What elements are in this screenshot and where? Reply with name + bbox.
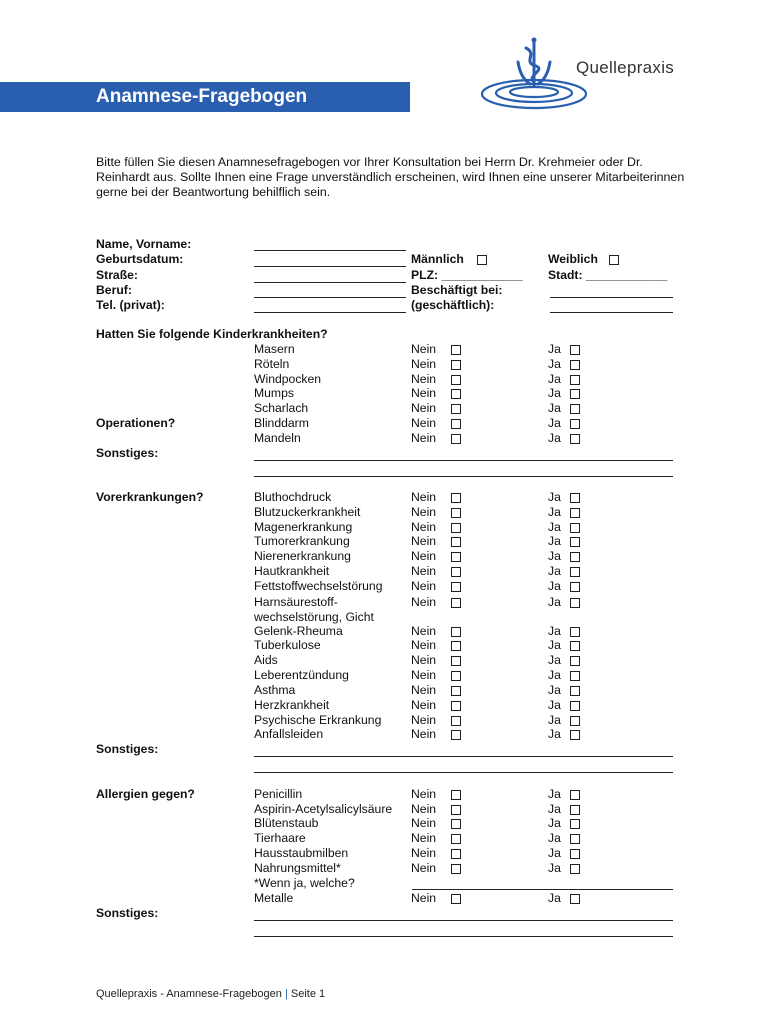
allergy-yes-checkbox[interactable] (570, 849, 580, 859)
childhood-no-label: Nein (411, 357, 437, 371)
footer-page-number: Seite 1 (290, 988, 326, 1000)
employer-label: Beschäftigt bei: (411, 283, 503, 297)
footer-title: Quellepraxis - Anamnese-Fragebogen (96, 988, 282, 1000)
allergy-yes-label: Ja (548, 861, 561, 875)
preexisting-other-line-2[interactable] (254, 772, 673, 773)
male-label: Männlich (411, 252, 464, 266)
allergy-no-label: Nein (411, 831, 437, 845)
allergy-item-label: Blütenstaub (254, 816, 319, 830)
childhood-item-label: Masern (254, 342, 295, 356)
preexisting-item-label: Fettstoffwechselstörung (254, 579, 383, 593)
allergy-no-label: Nein (411, 891, 437, 905)
allergy-yes-checkbox[interactable] (570, 819, 580, 829)
childhood-yes-label: Ja (548, 372, 561, 386)
preexisting-no-checkbox[interactable] (451, 641, 461, 651)
childhood-other-line-1[interactable] (254, 460, 673, 461)
childhood-yes-checkbox[interactable] (570, 345, 580, 355)
allergy-no-checkbox[interactable] (451, 805, 461, 815)
childhood-item-label: Mumps (254, 386, 294, 400)
childhood-item-label: Mandeln (254, 431, 301, 445)
preexisting-yes-checkbox[interactable] (570, 627, 580, 637)
allergies-other-line-2[interactable] (254, 936, 673, 937)
allergy-yes-checkbox[interactable] (570, 790, 580, 800)
preexisting-item-label: Psychische Erkrankung (254, 713, 382, 727)
tel-business-label: (geschäftlich): (411, 298, 495, 312)
preexisting-no-label: Nein (411, 505, 437, 519)
allergy-no-label: Nein (411, 802, 437, 816)
allergy-yes-label: Ja (548, 846, 561, 860)
preexisting-item-label: Aids (254, 653, 278, 667)
preexisting-yes-checkbox[interactable] (570, 701, 580, 711)
allergy-yes-label: Ja (548, 816, 561, 830)
allergy-no-checkbox[interactable] (451, 894, 461, 904)
operations-label: Operationen? (96, 416, 176, 430)
preexisting-no-label: Nein (411, 713, 437, 727)
preexisting-yes-label: Ja (548, 624, 561, 638)
childhood-yes-checkbox[interactable] (570, 419, 580, 429)
preexisting-item-label: Leberentzündung (254, 668, 349, 682)
preexisting-yes-label: Ja (548, 579, 561, 593)
preexisting-other-line-1[interactable] (254, 756, 673, 757)
allergies-other-line-1[interactable] (254, 920, 673, 921)
title-banner (0, 82, 410, 112)
preexisting-no-checkbox[interactable] (451, 508, 461, 518)
street-input-line[interactable] (254, 282, 406, 283)
allergy-no-checkbox[interactable] (451, 819, 461, 829)
preexisting-item-label: Magenerkrankung (254, 520, 353, 534)
preexisting-no-checkbox[interactable] (451, 552, 461, 562)
preexisting-no-label: Nein (411, 624, 437, 638)
preexisting-no-label: Nein (411, 668, 437, 682)
female-checkbox[interactable] (609, 255, 619, 265)
childhood-no-label: Nein (411, 416, 437, 430)
preexisting-no-label: Nein (411, 727, 437, 741)
allergies-other-label: Sonstiges: (96, 906, 159, 920)
preexisting-yes-checkbox[interactable] (570, 493, 580, 503)
preexisting-yes-checkbox[interactable] (570, 656, 580, 666)
male-checkbox[interactable] (477, 255, 487, 265)
preexisting-yes-label: Ja (548, 668, 561, 682)
childhood-item-label: Scharlach (254, 401, 309, 415)
allergy-no-label: Nein (411, 787, 437, 801)
preexisting-yes-label: Ja (548, 549, 561, 563)
preexisting-yes-label: Ja (548, 653, 561, 667)
footer-separator: | (284, 988, 288, 1000)
preexisting-yes-label: Ja (548, 505, 561, 519)
childhood-yes-label: Ja (548, 357, 561, 371)
allergy-no-checkbox[interactable] (451, 834, 461, 844)
preexisting-yes-checkbox[interactable] (570, 641, 580, 651)
childhood-no-checkbox[interactable] (451, 389, 461, 399)
preexisting-item-label: Harnsäurestoff- (254, 595, 338, 609)
tel-private-label: Tel. (privat): (96, 298, 165, 312)
preexisting-item-label: Asthma (254, 683, 296, 697)
preexisting-yes-checkbox[interactable] (570, 508, 580, 518)
childhood-item-label: Blinddarm (254, 416, 309, 430)
preexisting-item-label: Nierenerkrankung (254, 549, 351, 563)
allergy-item-label: Tierhaare (254, 831, 306, 845)
childhood-yes-checkbox[interactable] (570, 404, 580, 414)
name-label: Name, Vorname: (96, 237, 192, 251)
allergy-yes-checkbox[interactable] (570, 864, 580, 874)
allergy-no-checkbox[interactable] (451, 849, 461, 859)
logo-wordmark: Quellepraxis (576, 58, 675, 77)
preexisting-yes-label: Ja (548, 564, 561, 578)
allergy-item-label: Nahrungsmittel* (254, 861, 341, 875)
preexisting-no-label: Nein (411, 683, 437, 697)
allergy-item-label: Aspirin-Acetylsalicylsäure (254, 802, 393, 816)
preexisting-yes-checkbox[interactable] (570, 537, 580, 547)
preexisting-yes-checkbox[interactable] (570, 567, 580, 577)
childhood-yes-label: Ja (548, 416, 561, 430)
preexisting-no-checkbox[interactable] (451, 598, 461, 608)
preexisting-no-label: Nein (411, 490, 437, 504)
childhood-other-label: Sonstiges: (96, 446, 159, 460)
preexisting-yes-checkbox[interactable] (570, 686, 580, 696)
childhood-yes-checkbox[interactable] (570, 389, 580, 399)
allergy-yes-label: Ja (548, 802, 561, 816)
preexisting-item-label: Gelenk-Rheuma (254, 624, 343, 638)
preexisting-no-checkbox[interactable] (451, 686, 461, 696)
preexisting-no-checkbox[interactable] (451, 627, 461, 637)
preexisting-no-label: Nein (411, 579, 437, 593)
allergy-item-label: Metalle (254, 891, 294, 905)
tel-private-input-line[interactable] (254, 312, 406, 313)
preexisting-no-label: Nein (411, 595, 437, 609)
childhood-yes-label: Ja (548, 342, 561, 356)
food-allergy-note: *Wenn ja, welche? (254, 876, 355, 890)
preexisting-yes-label: Ja (548, 638, 561, 652)
preexisting-yes-checkbox[interactable] (570, 730, 580, 740)
preexisting-no-checkbox[interactable] (451, 523, 461, 533)
childhood-no-label: Nein (411, 372, 437, 386)
preexisting-yes-label: Ja (548, 520, 561, 534)
city-label: Stadt: ____________ (548, 268, 668, 282)
childhood-item-label: Röteln (254, 357, 290, 371)
preexisting-no-label: Nein (411, 653, 437, 667)
childhood-item-label: Windpocken (254, 372, 322, 386)
preexisting-yes-checkbox[interactable] (570, 716, 580, 726)
allergy-item-label: Penicillin (254, 787, 303, 801)
allergy-no-checkbox[interactable] (451, 790, 461, 800)
preexisting-no-checkbox[interactable] (451, 656, 461, 666)
childhood-yes-label: Ja (548, 431, 561, 445)
childhood-no-label: Nein (411, 386, 437, 400)
childhood-no-label: Nein (411, 401, 437, 415)
preexisting-continuation: wechselstörung, Gicht (254, 610, 374, 624)
preexisting-item-label: Herzkrankheit (254, 698, 330, 712)
preexisting-yes-label: Ja (548, 698, 561, 712)
preexisting-item-label: Tumorerkrankung (254, 534, 350, 548)
preexisting-no-label: Nein (411, 534, 437, 548)
preexisting-yes-label: Ja (548, 595, 561, 609)
childhood-yes-checkbox[interactable] (570, 375, 580, 385)
childhood-no-checkbox[interactable] (451, 404, 461, 414)
preexisting-item-label: Bluthochdruck (254, 490, 332, 504)
childhood-yes-label: Ja (548, 386, 561, 400)
preexisting-yes-checkbox[interactable] (570, 582, 580, 592)
preexisting-no-checkbox[interactable] (451, 701, 461, 711)
preexisting-no-label: Nein (411, 698, 437, 712)
allergy-no-label: Nein (411, 861, 437, 875)
allergy-no-label: Nein (411, 816, 437, 830)
preexisting-item-label: Hautkrankheit (254, 564, 330, 578)
childhood-other-line-2[interactable] (254, 476, 673, 477)
preexisting-no-checkbox[interactable] (451, 537, 461, 547)
preexisting-no-label: Nein (411, 564, 437, 578)
preexisting-no-checkbox[interactable] (451, 716, 461, 726)
preexisting-other-label: Sonstiges: (96, 742, 159, 756)
childhood-yes-checkbox[interactable] (570, 360, 580, 370)
preexisting-no-label: Nein (411, 549, 437, 563)
allergy-yes-label: Ja (548, 891, 561, 905)
preexisting-no-checkbox[interactable] (451, 567, 461, 577)
preexisting-item-label: Anfallsleiden (254, 727, 324, 741)
childhood-no-checkbox[interactable] (451, 375, 461, 385)
allergy-yes-checkbox[interactable] (570, 834, 580, 844)
allergy-yes-label: Ja (548, 831, 561, 845)
preexisting-yes-label: Ja (548, 727, 561, 741)
preexisting-yes-checkbox[interactable] (570, 523, 580, 533)
preexisting-yes-label: Ja (548, 713, 561, 727)
page-footer (96, 988, 325, 1000)
preexisting-no-checkbox[interactable] (451, 582, 461, 592)
allergy-item-label: Hausstaubmilben (254, 846, 349, 860)
allergies-label: Allergien gegen? (96, 787, 195, 801)
allergy-no-label: Nein (411, 846, 437, 860)
job-input-line[interactable] (254, 297, 406, 298)
preexisting-no-checkbox[interactable] (451, 730, 461, 740)
childhood-no-checkbox[interactable] (451, 419, 461, 429)
preexisting-yes-checkbox[interactable] (570, 671, 580, 681)
childhood-no-checkbox[interactable] (451, 345, 461, 355)
preexisting-no-label: Nein (411, 638, 437, 652)
female-label: Weiblich (548, 252, 598, 266)
childhood-yes-checkbox[interactable] (570, 434, 580, 444)
preexisting-item-label: Tuberkulose (254, 638, 321, 652)
childhood-no-label: Nein (411, 431, 437, 445)
preexisting-label: Vorerkrankungen? (96, 490, 204, 504)
allergy-yes-checkbox[interactable] (570, 805, 580, 815)
childhood-no-checkbox[interactable] (451, 434, 461, 444)
preexisting-no-checkbox[interactable] (451, 671, 461, 681)
page-title: Anamnese-Fragebogen (96, 86, 308, 107)
plz-label: PLZ: ____________ (411, 268, 523, 282)
preexisting-item-label: Blutzuckerkrankheit (254, 505, 361, 519)
birthdate-input-line[interactable] (254, 266, 406, 267)
preexisting-yes-checkbox[interactable] (570, 598, 580, 608)
job-label: Beruf: (96, 283, 132, 297)
preexisting-yes-checkbox[interactable] (570, 552, 580, 562)
preexisting-no-checkbox[interactable] (451, 493, 461, 503)
allergy-yes-checkbox[interactable] (570, 894, 580, 904)
tel-business-input-line[interactable] (550, 312, 673, 313)
preexisting-yes-label: Ja (548, 534, 561, 548)
childhood-no-checkbox[interactable] (451, 360, 461, 370)
name-input-line[interactable] (254, 250, 406, 251)
birthdate-label: Geburtsdatum: (96, 252, 184, 266)
food-allergy-input-line[interactable] (412, 889, 673, 890)
preexisting-yes-label: Ja (548, 490, 561, 504)
intro-text: Bitte füllen Sie diesen Anamnesefragebogen vor Ihrer Konsultation bei Herrn Dr. Krehmeier oder Dr. Reinhardt aus. Sollte Ihnen eine Frage unverständlich erscheinen, wird Ihnen eine unserer Mitarbeiterinnen gerne bei der Beantwortung behilflich sein. (96, 155, 685, 199)
allergy-yes-label: Ja (548, 787, 561, 801)
street-label: Straße: (96, 268, 138, 282)
preexisting-no-label: Nein (411, 520, 437, 534)
allergy-no-checkbox[interactable] (451, 864, 461, 874)
employer-input-line[interactable] (550, 297, 673, 298)
childhood-no-label: Nein (411, 342, 437, 356)
childhood-yes-label: Ja (548, 401, 561, 415)
preexisting-yes-label: Ja (548, 683, 561, 697)
childhood-heading: Hatten Sie folgende Kinderkrankheiten? (96, 327, 328, 341)
